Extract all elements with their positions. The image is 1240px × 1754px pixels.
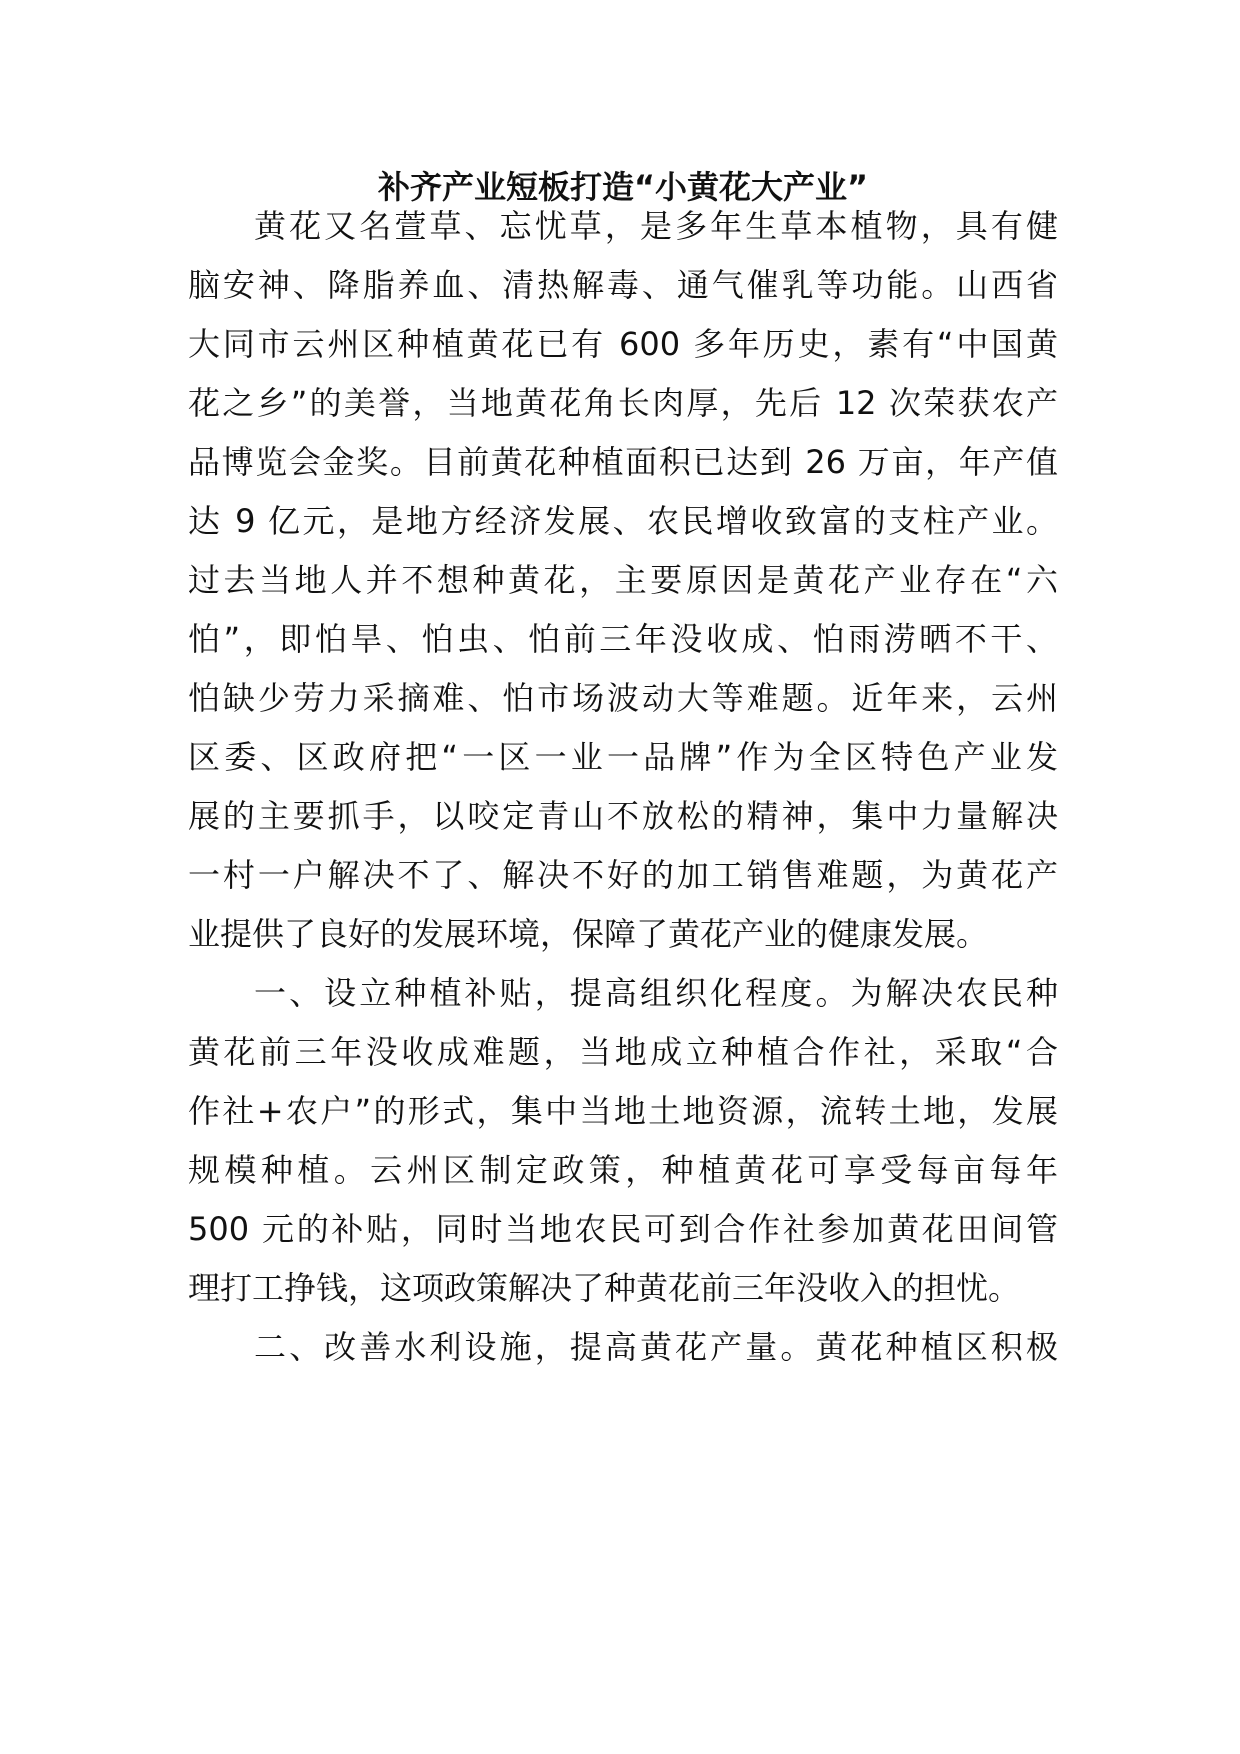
paragraph-line: 作社+农户”的形式，集中当地土地资源，流转土地，发展: [188, 1092, 1058, 1130]
paragraph-line: 怕”，即怕旱、怕虫、怕前三年没收成、怕雨涝晒不干、: [188, 620, 1058, 658]
paragraph-line: 500 元的补贴，同时当地农民可到合作社参加黄花田间管: [188, 1210, 1058, 1248]
paragraph-line: 二、改善水利设施，提高黄花产量。黄花种植区积极: [254, 1328, 1058, 1366]
paragraph-line: 理打工挣钱，这项政策解决了种黄花前三年没收入的担忧。: [188, 1269, 1021, 1307]
document-title: 补齐产业短板打造“小黄花大产业”: [377, 168, 869, 206]
paragraph-line: 业提供了良好的发展环境，保障了黄花产业的健康发展。: [188, 915, 989, 953]
paragraph-line: 一、设立种植补贴，提高组织化程度。为解决农民种: [254, 974, 1058, 1012]
paragraph-line: 花之乡”的美誉，当地黄花角长肉厚，先后 12 次荣获农产: [188, 384, 1058, 422]
paragraph-line: 黄花又名萱草、忘忧草，是多年生草本植物，具有健: [254, 207, 1058, 245]
paragraph-line: 怕缺少劳力采摘难、怕市场波动大等难题。近年来，云州: [188, 679, 1058, 717]
paragraph-line: 达 9 亿元，是地方经济发展、农民增收致富的支柱产业。: [188, 502, 1058, 540]
paragraph-line: 规模种植。云州区制定政策，种植黄花可享受每亩每年: [188, 1151, 1058, 1189]
paragraph-line: 过去当地人并不想种黄花，主要原因是黄花产业存在“六: [188, 561, 1058, 599]
paragraph-line: 品博览会金奖。目前黄花种植面积已达到 26 万亩，年产值: [188, 443, 1058, 481]
paragraph-line: 展的主要抓手，以咬定青山不放松的精神，集中力量解决: [188, 797, 1058, 835]
paragraph-line: 脑安神、降脂养血、清热解毒、通气催乳等功能。山西省: [188, 266, 1058, 304]
paragraph-line: 一村一户解决不了、解决不好的加工销售难题，为黄花产: [188, 856, 1058, 894]
paragraph-line: 大同市云州区种植黄花已有 600 多年历史，素有“中国黄: [188, 325, 1058, 363]
paragraph-line: 区委、区政府把“一区一业一品牌”作为全区特色产业发: [188, 738, 1058, 776]
paragraph-line: 黄花前三年没收成难题，当地成立种植合作社，采取“合: [188, 1033, 1058, 1071]
